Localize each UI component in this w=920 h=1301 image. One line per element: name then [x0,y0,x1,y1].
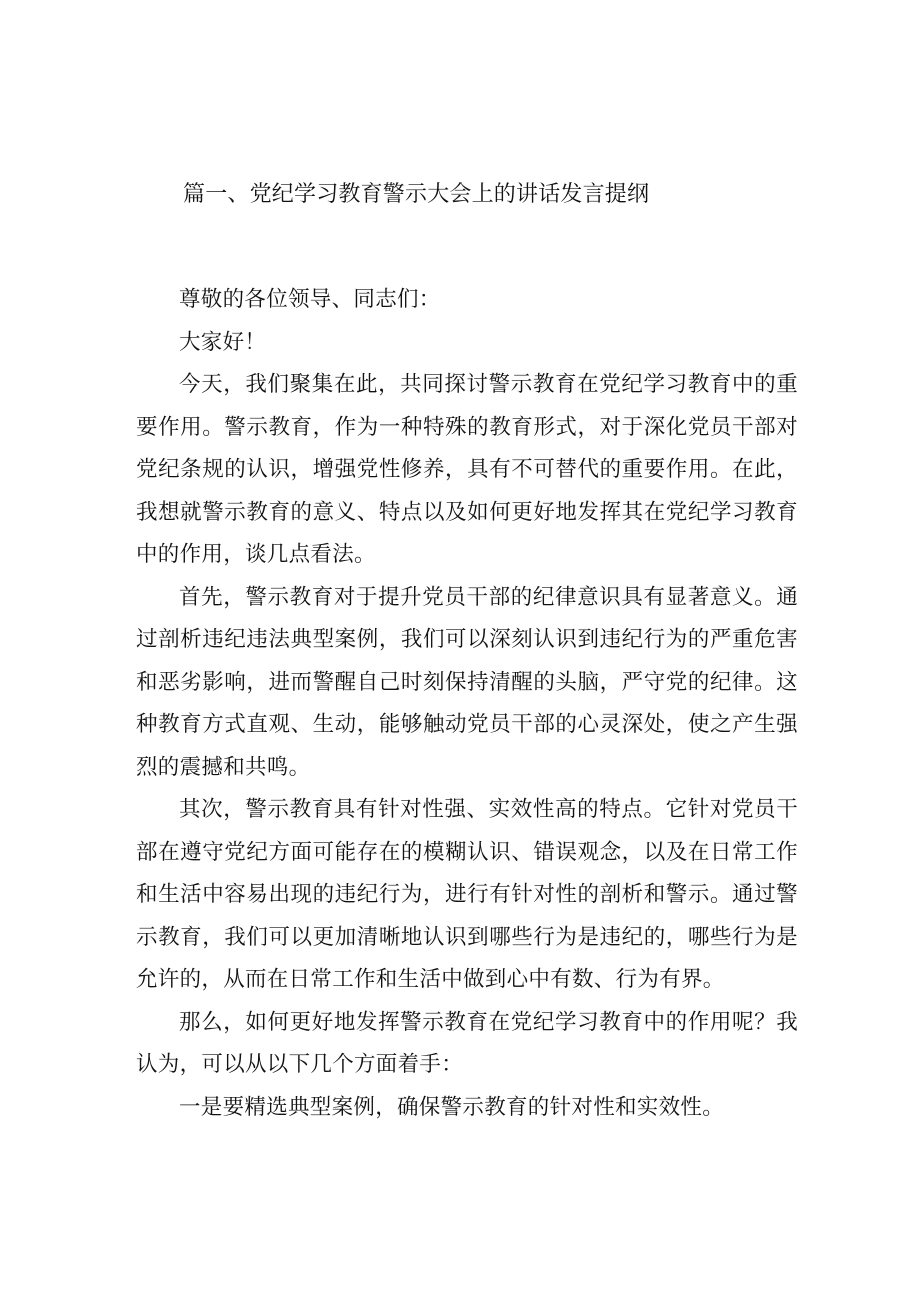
body-paragraph: 今天，我们聚集在此，共同探讨警示教育在党纪学习教育中的重要作用。警示教育，作为一种特殊的教育形式，对于深化党员干部对党纪条规的认识，增强党性修养，具有不可替代的重要作用。在此，我想就警示教育的意义、特点以及如何更好地发挥其在党纪学习教育中的作用，谈几点看法。 [136,372,798,567]
greeting: 大家好！ [179,329,267,355]
body-paragraph: 那么，如何更好地发挥警示教育在党纪学习教育中的作用呢？我认为，可以从以下几个方面着手： [136,1009,798,1077]
body-paragraph: 一是要精选典型案例，确保警示教育的针对性和实效性。 [179,1094,725,1120]
document-body [136,279,798,1129]
body-paragraph: 首先，警示教育对于提升党员干部的纪律意识具有显著意义。通过剖析违纪违法典型案例，我们可以深刻认识到违纪行为的严重危害和恶劣影响，进而警醒自己时刻保持清醒的头脑，严守党的纪律。这种教育方式直观、生动，能够触动党员干部的心灵深处，使之产生强烈的震撼和共鸣。 [136,584,798,780]
body-paragraph: 其次，警示教育具有针对性强、实效性高的特点。它针对党员干部在遵守党纪方面可能存在的模糊认识、错误观念，以及在日常工作和生活中容易出现的违纪行为，进行有针对性的剖析和警示。通过警示教育，我们可以更加清晰地认识到哪些行为是违纪的，哪些行为是允许的，从而在日常工作和生活中做到心中有数、行为有界。 [136,797,798,992]
salutation: 尊敬的各位领导、同志们： [179,287,441,312]
document-title: 篇一、党纪学习教育警示大会上的讲话发言提纲 [183,182,650,207]
